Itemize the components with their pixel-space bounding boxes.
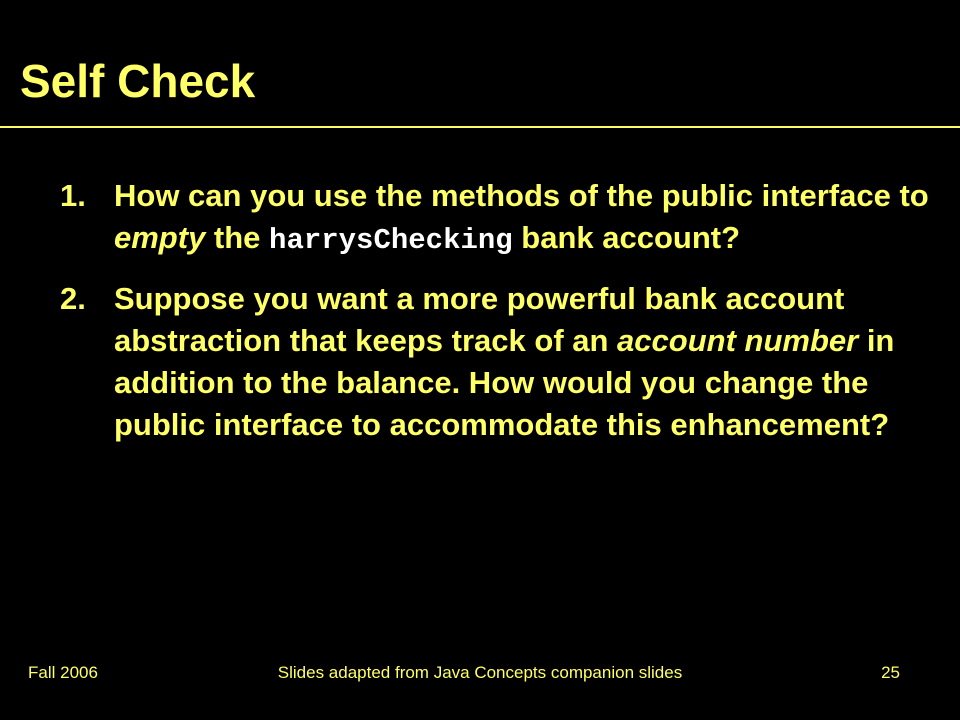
question-text: in addition to the balance. How would you change the public interface to accommodate this enhancement? xyxy=(114,323,895,442)
question-text: the xyxy=(205,220,270,255)
emphasis-text: account number xyxy=(617,323,859,358)
footer-date: Fall 2006 xyxy=(28,663,98,682)
question-text: How can you use the methods of the public interface to xyxy=(114,178,929,213)
question-text: bank account? xyxy=(512,220,741,255)
emphasis-text: empty xyxy=(114,220,206,255)
question-item xyxy=(60,278,940,446)
title-divider xyxy=(0,126,960,128)
question-text: Suppose you want a more powerful bank account abstraction that keeps track of an xyxy=(114,281,845,358)
footer-credit: Slides adapted from Java Concepts companion slides xyxy=(277,663,683,682)
question-number: 1. xyxy=(60,178,86,213)
question-number: 2. xyxy=(60,281,86,316)
slide-number: 25 xyxy=(881,663,900,682)
question-item xyxy=(60,175,940,262)
question-list xyxy=(60,175,940,446)
code-identifier: harrysChecking xyxy=(269,224,513,257)
slide-title: Self Check xyxy=(20,55,256,107)
